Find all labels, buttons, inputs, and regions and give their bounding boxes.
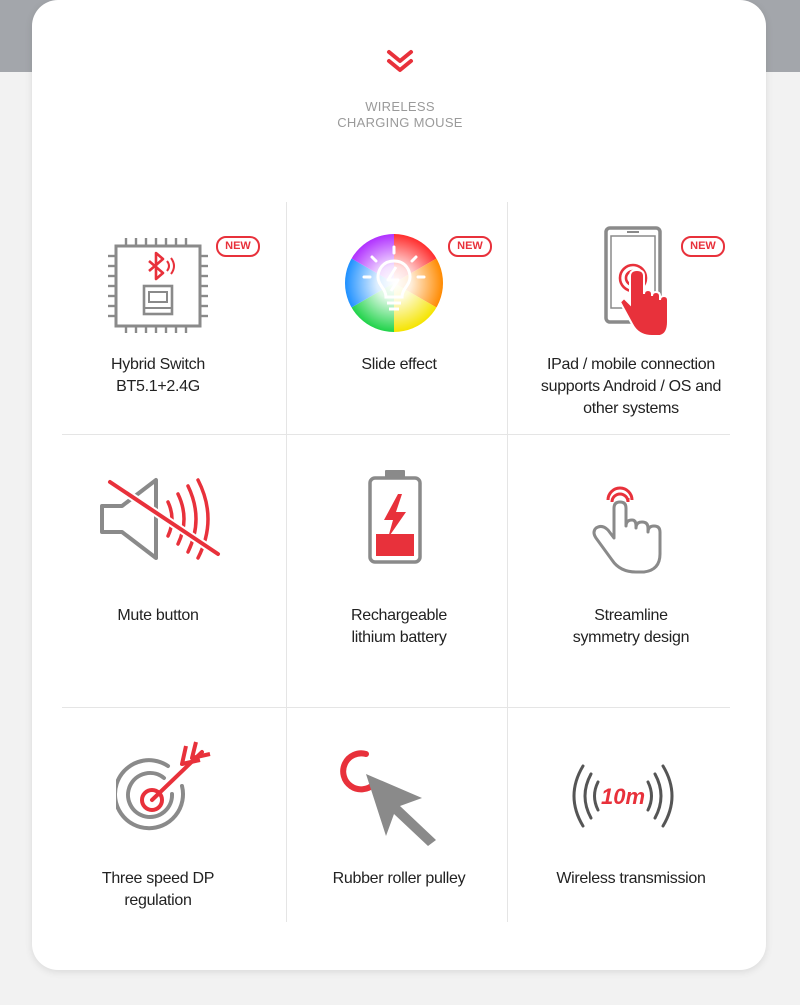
feature-label: IPad / mobile connection supports Android / OS and other systems [540,356,722,417]
mute-speaker-icon [98,474,222,564]
rgb-bulb-icon [344,233,444,333]
feature-label: Rubber roller pulley [332,870,466,887]
range-label: 10m [600,784,646,809]
feature-label: Wireless transmission [556,870,706,887]
grid-divider [62,434,730,435]
double-chevron-down-icon [385,46,415,76]
chip-bluetooth-icon [104,236,212,334]
cursor-click-icon [340,748,442,846]
wireless-10m-icon [563,760,683,832]
hand-tap-icon [586,478,668,574]
new-badge: NEW [448,236,492,257]
grid-divider [286,202,287,922]
grid-divider [507,202,508,922]
feature-label: Mute button [117,607,199,624]
new-badge: NEW [681,236,725,257]
feature-label: Three speed DP regulation [101,870,215,909]
new-badge: NEW [216,236,260,257]
feature-label: Slide effect [361,356,437,373]
section-title-line2: CHARGING MOUSE [337,115,463,130]
feature-label: Rechargeable lithium battery [350,607,448,646]
grid-divider [62,707,730,708]
section-title [300,99,500,131]
section-title-line1: WIRELESS [365,99,435,114]
battery-charging-icon [366,468,424,566]
feature-label: Hybrid Switch BT5.1+2.4G [111,356,205,395]
target-arrow-icon [116,740,216,836]
phone-touch-icon [602,226,672,338]
feature-label: Streamline symmetry design [572,607,690,646]
